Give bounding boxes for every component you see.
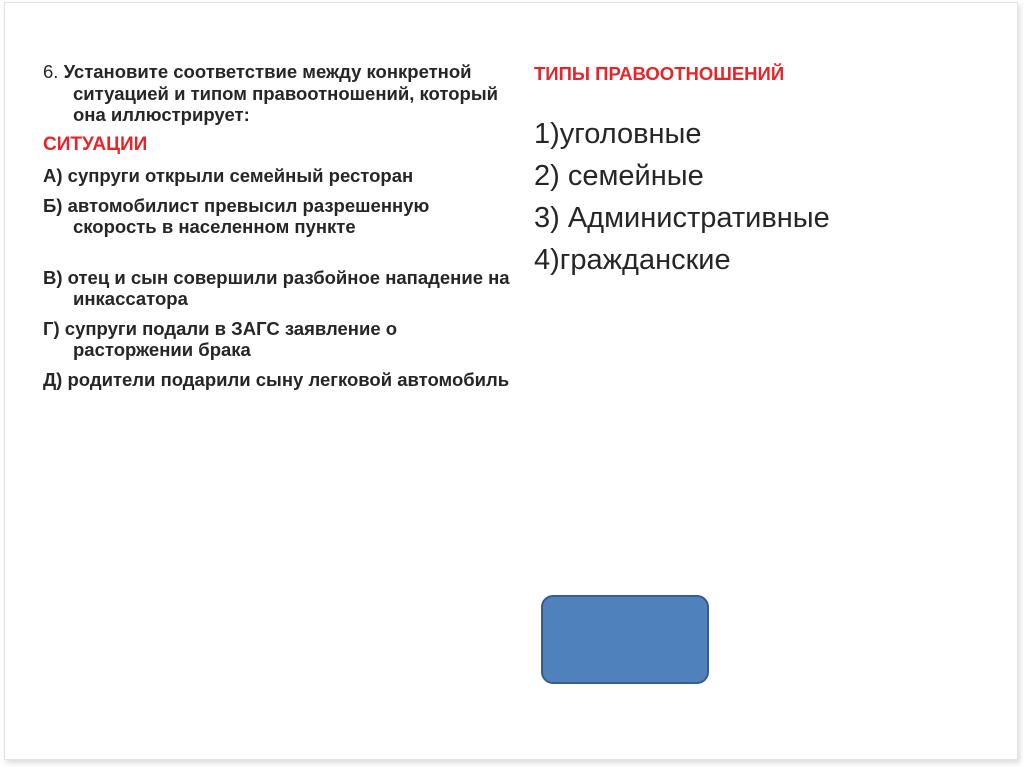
situation-item-a: А) супруги открыли семейный ресторан — [43, 165, 414, 186]
situations-heading: СИТУАЦИИ — [43, 133, 148, 155]
situation-item-g: Г) супруги подали в ЗАГС заявление о расторжении брака — [43, 317, 398, 360]
type-item-family: 2) семейные — [534, 160, 704, 192]
spacer — [43, 246, 513, 267]
type-item-criminal: 1)уголовные — [534, 118, 702, 150]
situation-item-v: В) отец и сын совершили разбойное нападение на инкассатора — [43, 266, 510, 309]
type-item-civil: 4)гражданские — [534, 244, 731, 276]
question-body: Установите соответствие между конкретной ситуацией и типом правоотношений, который она иллюстрирует: — [63, 61, 498, 125]
types-column — [534, 63, 994, 281]
answer-cover-box[interactable] — [541, 595, 709, 684]
question-text — [43, 61, 513, 126]
question-number: 6. — [43, 61, 59, 82]
situation-item-b: Б) автомобилист превысил разрешенную скорость в населенном пункте — [43, 194, 430, 237]
types-heading: ТИПЫ ПРАВООТНОШЕНИЙ — [534, 63, 785, 84]
situations-column — [43, 61, 513, 398]
type-item-administrative: 3) Административные — [534, 202, 830, 234]
slide — [4, 2, 1018, 760]
situation-item-d: Д) родители подарили сыну легковой автомобиль — [43, 368, 510, 390]
